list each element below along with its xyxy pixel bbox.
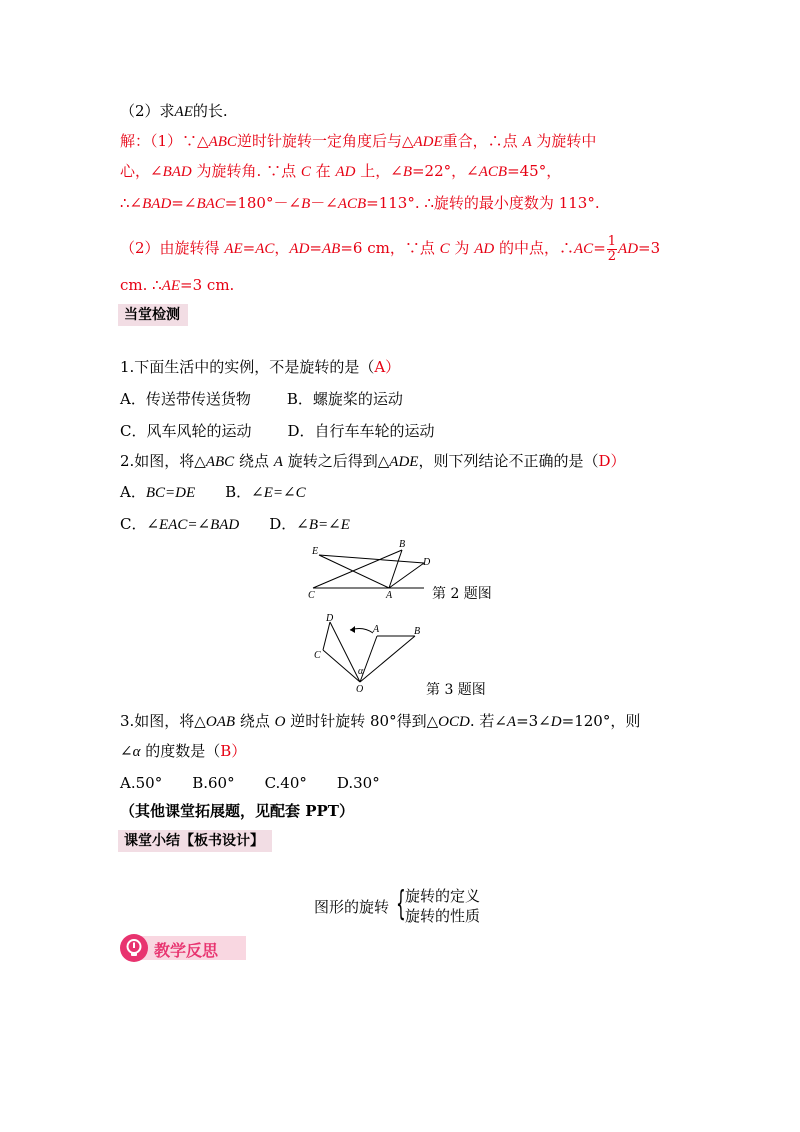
question-2-prompt: （2）求AE的长. — [120, 102, 228, 120]
solution-line-4: （2）由旋转得 AE=AC，AD=AB=6 cm，∵点 C 为 AD 的中点，∴AC= $\frac{1}{2}$ AD=3 — [120, 233, 661, 264]
fig2-label-b: B — [399, 539, 406, 550]
q1-option-a: A．传送带传送货物 — [120, 390, 251, 408]
question-3-line-2: ∠α 的度数是（B） — [120, 742, 247, 760]
summary-brace: { — [396, 884, 406, 924]
section-header-summary: 课堂小结【板书设计】 — [118, 830, 272, 852]
figure-3-caption: 第 3 题图 — [426, 682, 486, 698]
fig2-label-d: D — [423, 557, 431, 568]
section-header-reflect — [120, 934, 246, 962]
q1-option-b: B．螺旋桨的运动 — [286, 390, 403, 408]
fig2-label-a: A — [386, 590, 393, 600]
fig2-label-c: C — [308, 590, 315, 600]
solution-line-2: 心，∠BAD 为旋转角. ∵点 C 在 AD 上，∠B=22°，∠ACB=45°， — [120, 162, 562, 180]
summary-title: 图形的旋转 — [314, 898, 390, 916]
reflect-icon — [120, 934, 148, 962]
q1-option-d: D．自行车车轮的运动 — [287, 422, 435, 440]
question-1-answer: A — [374, 358, 386, 376]
fig3-label-a: A — [373, 624, 380, 635]
question-3-answer: B — [220, 742, 232, 760]
solution-line-3: ∴∠BAD=∠BAC=180°－∠B－∠ACB=113°. ∴旋转的最小度数为 113°. — [120, 194, 600, 212]
fig3-label-c: C — [314, 650, 321, 661]
fig3-label-b: B — [414, 626, 421, 637]
question-1-text: 1.下面生活中的实例，不是旋转的是（A） — [120, 358, 401, 376]
extension-note: （其他课堂拓展题，见配套 PPT） — [120, 802, 354, 820]
fig3-label-d: D — [326, 613, 334, 624]
figure-2-caption: 第 2 题图 — [432, 586, 492, 602]
summary-item-properties: 旋转的性质 — [405, 907, 481, 925]
summary-item-definition: 旋转的定义 — [405, 887, 481, 905]
fig3-label-o: O — [356, 684, 364, 694]
question-3-options: A.50° B.60° C.40° D.30° — [120, 774, 380, 792]
question-1-options-row1 — [120, 389, 403, 409]
figure-question-3 — [308, 612, 430, 694]
section-header-check: 当堂检测 — [118, 304, 188, 326]
solution-line-1: 解：（1）∵△ABC逆时针旋转一定角度后与△ADE重合，∴点 A 为旋转中 — [120, 132, 597, 150]
fraction-one-half: $\frac{1}{2}$ — [607, 233, 617, 264]
figure-question-2 — [300, 538, 432, 600]
question-3-text: 3.如图，将△OAB 绕点 O 逆时针旋转 80°得到△OCD. 若∠A=3∠D=120°，则 — [120, 712, 641, 730]
fig2-label-e: E — [312, 546, 319, 557]
fig3-label-alpha: α — [358, 666, 364, 677]
question-2-text: 2.如图，将△ABC 绕点 A 旋转之后得到△ADE，则下列结论不正确的是（D） — [120, 452, 626, 470]
question-2-options-row1: A．BC=DE B．∠E=∠C — [120, 483, 306, 501]
question-2-options-row2: C．∠EAC=∠BAD D．∠B=∠E — [120, 515, 350, 533]
reflect-label: 教学反思 — [154, 941, 219, 960]
question-2-answer: D — [598, 452, 611, 470]
q1-option-c: C．风车风轮的运动 — [120, 422, 252, 440]
question-1-options-row2 — [120, 421, 435, 441]
solution-line-5: cm. ∴AE=3 cm. — [120, 276, 235, 294]
